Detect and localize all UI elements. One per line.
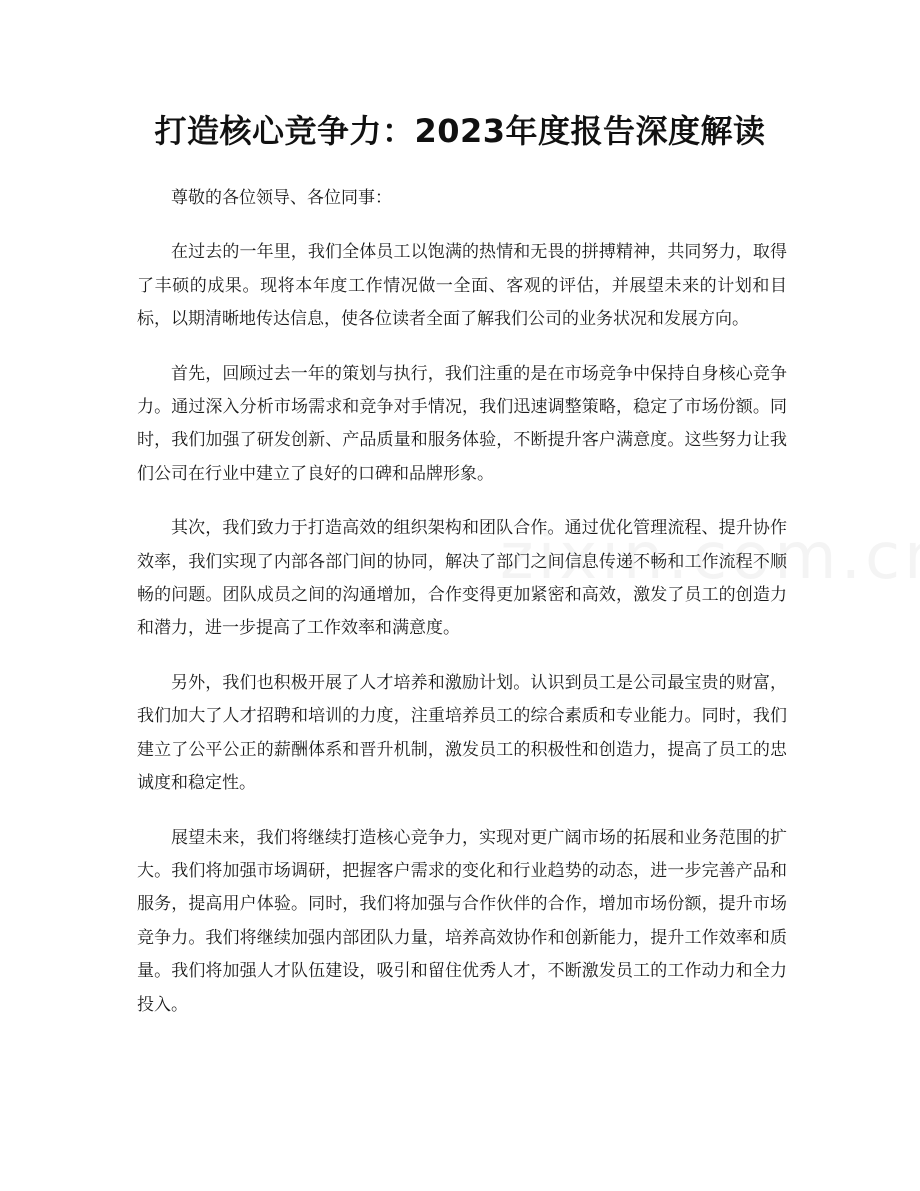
document-title: 打造核心竞争力：2023年度报告深度解读: [154, 112, 766, 150]
greeting: 尊敬的各位领导、各位同事：: [171, 188, 392, 208]
paragraph: 展望未来，我们将继续打造核心竞争力，实现对更广阔市场的拓展和业务范围的扩大。我们将加强市场调研，把握客户需求的变化和行业趋势的动态，进一步完善产品和服务，提高用户体验。同时，我们将加强与合作伙伴的合作，增加市场份额，提升市场竞争力。我们将继续加强内部团队力量，培养高效协作和创新能力，提升工作效率和质量。我们将加强人才队伍建设，吸引和留住优秀人才，不断激发员工的工作动力和全力投入。: [137, 827, 787, 1015]
paragraph: 首先，回顾过去一年的策划与执行，我们注重的是在市场竞争中保持自身核心竞争力。通过深入分析市场需求和竞争对手情况，我们迅速调整策略，稳定了市场份额。同时，我们加强了研发创新、产品质量和服务体验，不断提升客户满意度。这些努力让我们公司在行业中建立了良好的口碑和品牌形象。: [137, 363, 787, 484]
document-body: [137, 182, 787, 1043]
paragraph: 其次，我们致力于打造高效的组织架构和团队合作。通过优化管理流程、提升协作效率，我们实现了内部各部门间的协同，解决了部门之间信息传递不畅和工作流程不顺畅的问题。团队成员之间的沟通增加，合作变得更加紧密和高效，激发了员工的创造力和潜力，进一步提高了工作效率和满意度。: [137, 518, 787, 639]
paragraph: 另外，我们也积极开展了人才培养和激励计划。认识到员工是公司最宝贵的财富，我们加大了人才招聘和培训的力度，注重培养员工的综合素质和专业能力。同时，我们建立了公平公正的薪酬体系和晋升机制，激发员工的积极性和创造力，提高了员工的忠诚度和稳定性。: [137, 672, 787, 794]
paragraph: 在过去的一年里，我们全体员工以饱满的热情和无畏的拼搏精神，共同努力，取得了丰硕的成果。现将本年度工作情况做一全面、客观的评估，并展望未来的计划和目标，以期清晰地传达信息，使各位读者全面了解我们公司的业务状况和发展方向。: [137, 242, 787, 330]
